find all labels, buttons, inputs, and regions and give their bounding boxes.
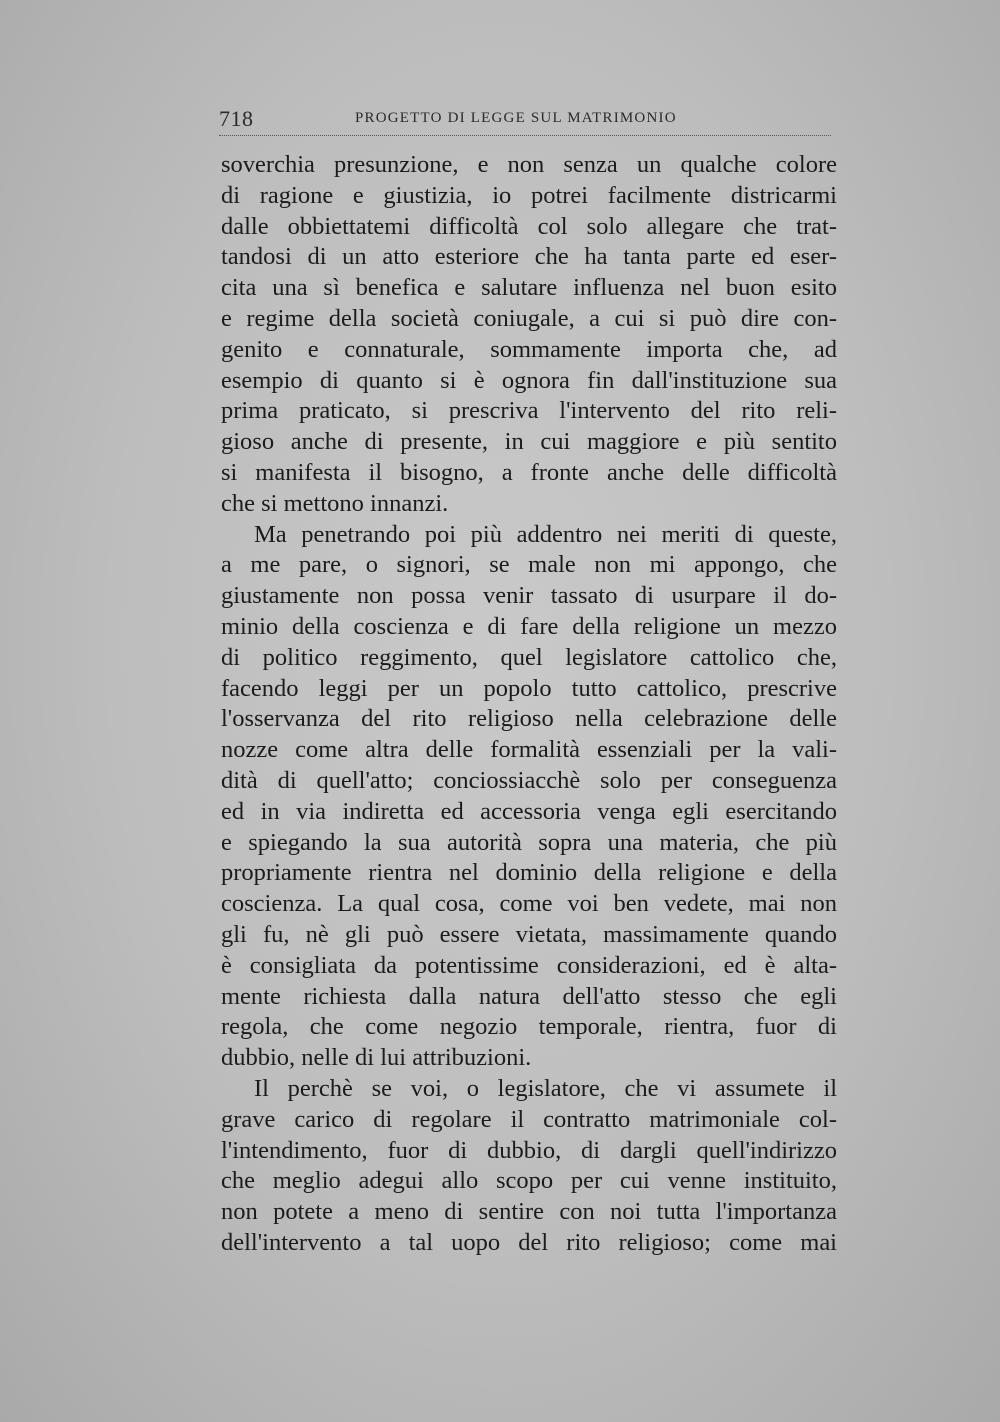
text-line: facendo leggi per un popolo tutto cattolico, prescrive — [221, 674, 837, 702]
text-line: di ragione e giustizia, io potrei facilmente districarmi — [221, 181, 837, 209]
page-number: 718 — [219, 106, 254, 131]
text-line: si manifesta il bisogno, a fronte anche delle difficoltà — [221, 458, 837, 486]
text-line: non potete a meno di sentire con noi tutta l'importanza — [221, 1198, 837, 1226]
text-line: a me pare, o signori, se male non mi appongo, che — [221, 551, 837, 579]
text-line: dell'intervento a tal uopo del rito religioso; come mai — [221, 1228, 837, 1256]
text-line: ed in via indiretta ed accessoria venga egli esercitando — [221, 797, 837, 825]
text-line: cita una sì benefica e salutare influenza nel buon esito — [221, 274, 837, 302]
text-line: dità di quell'atto; conciossiacchè solo per conseguenza — [221, 766, 837, 794]
text-line: nozze come altra delle formalità essenziali per la vali- — [221, 736, 837, 764]
text-line: regola, che come negozio temporale, rientra, fuor di — [221, 1013, 837, 1041]
text-line: l'intendimento, fuor di dubbio, di dargli quell'indirizzo — [221, 1136, 837, 1164]
text-line: mente richiesta dalla natura dell'atto stesso che egli — [221, 982, 837, 1010]
text-line: Ma penetrando poi più addentro nei meriti di queste, — [254, 520, 837, 548]
text-line: di politico reggimento, quel legislatore cattolico che, — [221, 643, 837, 671]
text-line: e spiegando la sua autorità sopra una materia, che più — [221, 828, 837, 856]
text-line: esempio di quanto si è ognora fin dall'instituzione sua — [221, 366, 837, 394]
text-line: gioso anche di presente, in cui maggiore e più sentito — [221, 428, 837, 456]
header-divider — [219, 135, 831, 136]
text-line: prima praticato, si prescriva l'intervento del rito reli- — [221, 397, 837, 425]
text-line: propriamente rientra nel dominio della religione e della — [221, 859, 837, 887]
text-line: grave carico di regolare il contratto matrimoniale col- — [221, 1105, 837, 1133]
text-line: che meglio adegui allo scopo per cui venne instituito, — [221, 1167, 837, 1195]
text-line: dubbio, nelle di lui attribuzioni. — [221, 1044, 532, 1072]
running-title: PROGETTO DI LEGGE SUL MATRIMONIO — [355, 110, 677, 126]
body-text — [221, 150, 837, 1259]
text-line: Il perchè se voi, o legislatore, che vi assumete il — [254, 1074, 837, 1102]
text-line: gli fu, nè gli può essere vietata, massimamente quando — [221, 920, 837, 948]
text-line: l'osservanza del rito religioso nella celebrazione delle — [221, 705, 837, 733]
text-line: coscienza. La qual cosa, come voi ben vedete, mai non — [221, 890, 837, 918]
text-line: soverchia presunzione, e non senza un qualche colore — [221, 151, 837, 178]
text-line: genito e connaturale, sommamente importa che, ad — [221, 335, 837, 363]
text-line: e regime della società coniugale, a cui si può dire con- — [221, 304, 837, 332]
text-line: è consigliata da potentissime considerazioni, ed è alta- — [221, 951, 837, 979]
text-line: che si mettono innanzi. — [221, 489, 449, 517]
text-line: dalle obbiettatemi difficoltà col solo allegare che trat- — [221, 212, 837, 240]
page-header — [219, 104, 831, 134]
text-line: giustamente non possa venir tassato di usurpare il do- — [221, 582, 837, 610]
text-line: minio della coscienza e di fare della religione un mezzo — [221, 612, 837, 640]
text-line: tandosi di un atto esteriore che ha tanta parte ed eser- — [221, 243, 837, 271]
